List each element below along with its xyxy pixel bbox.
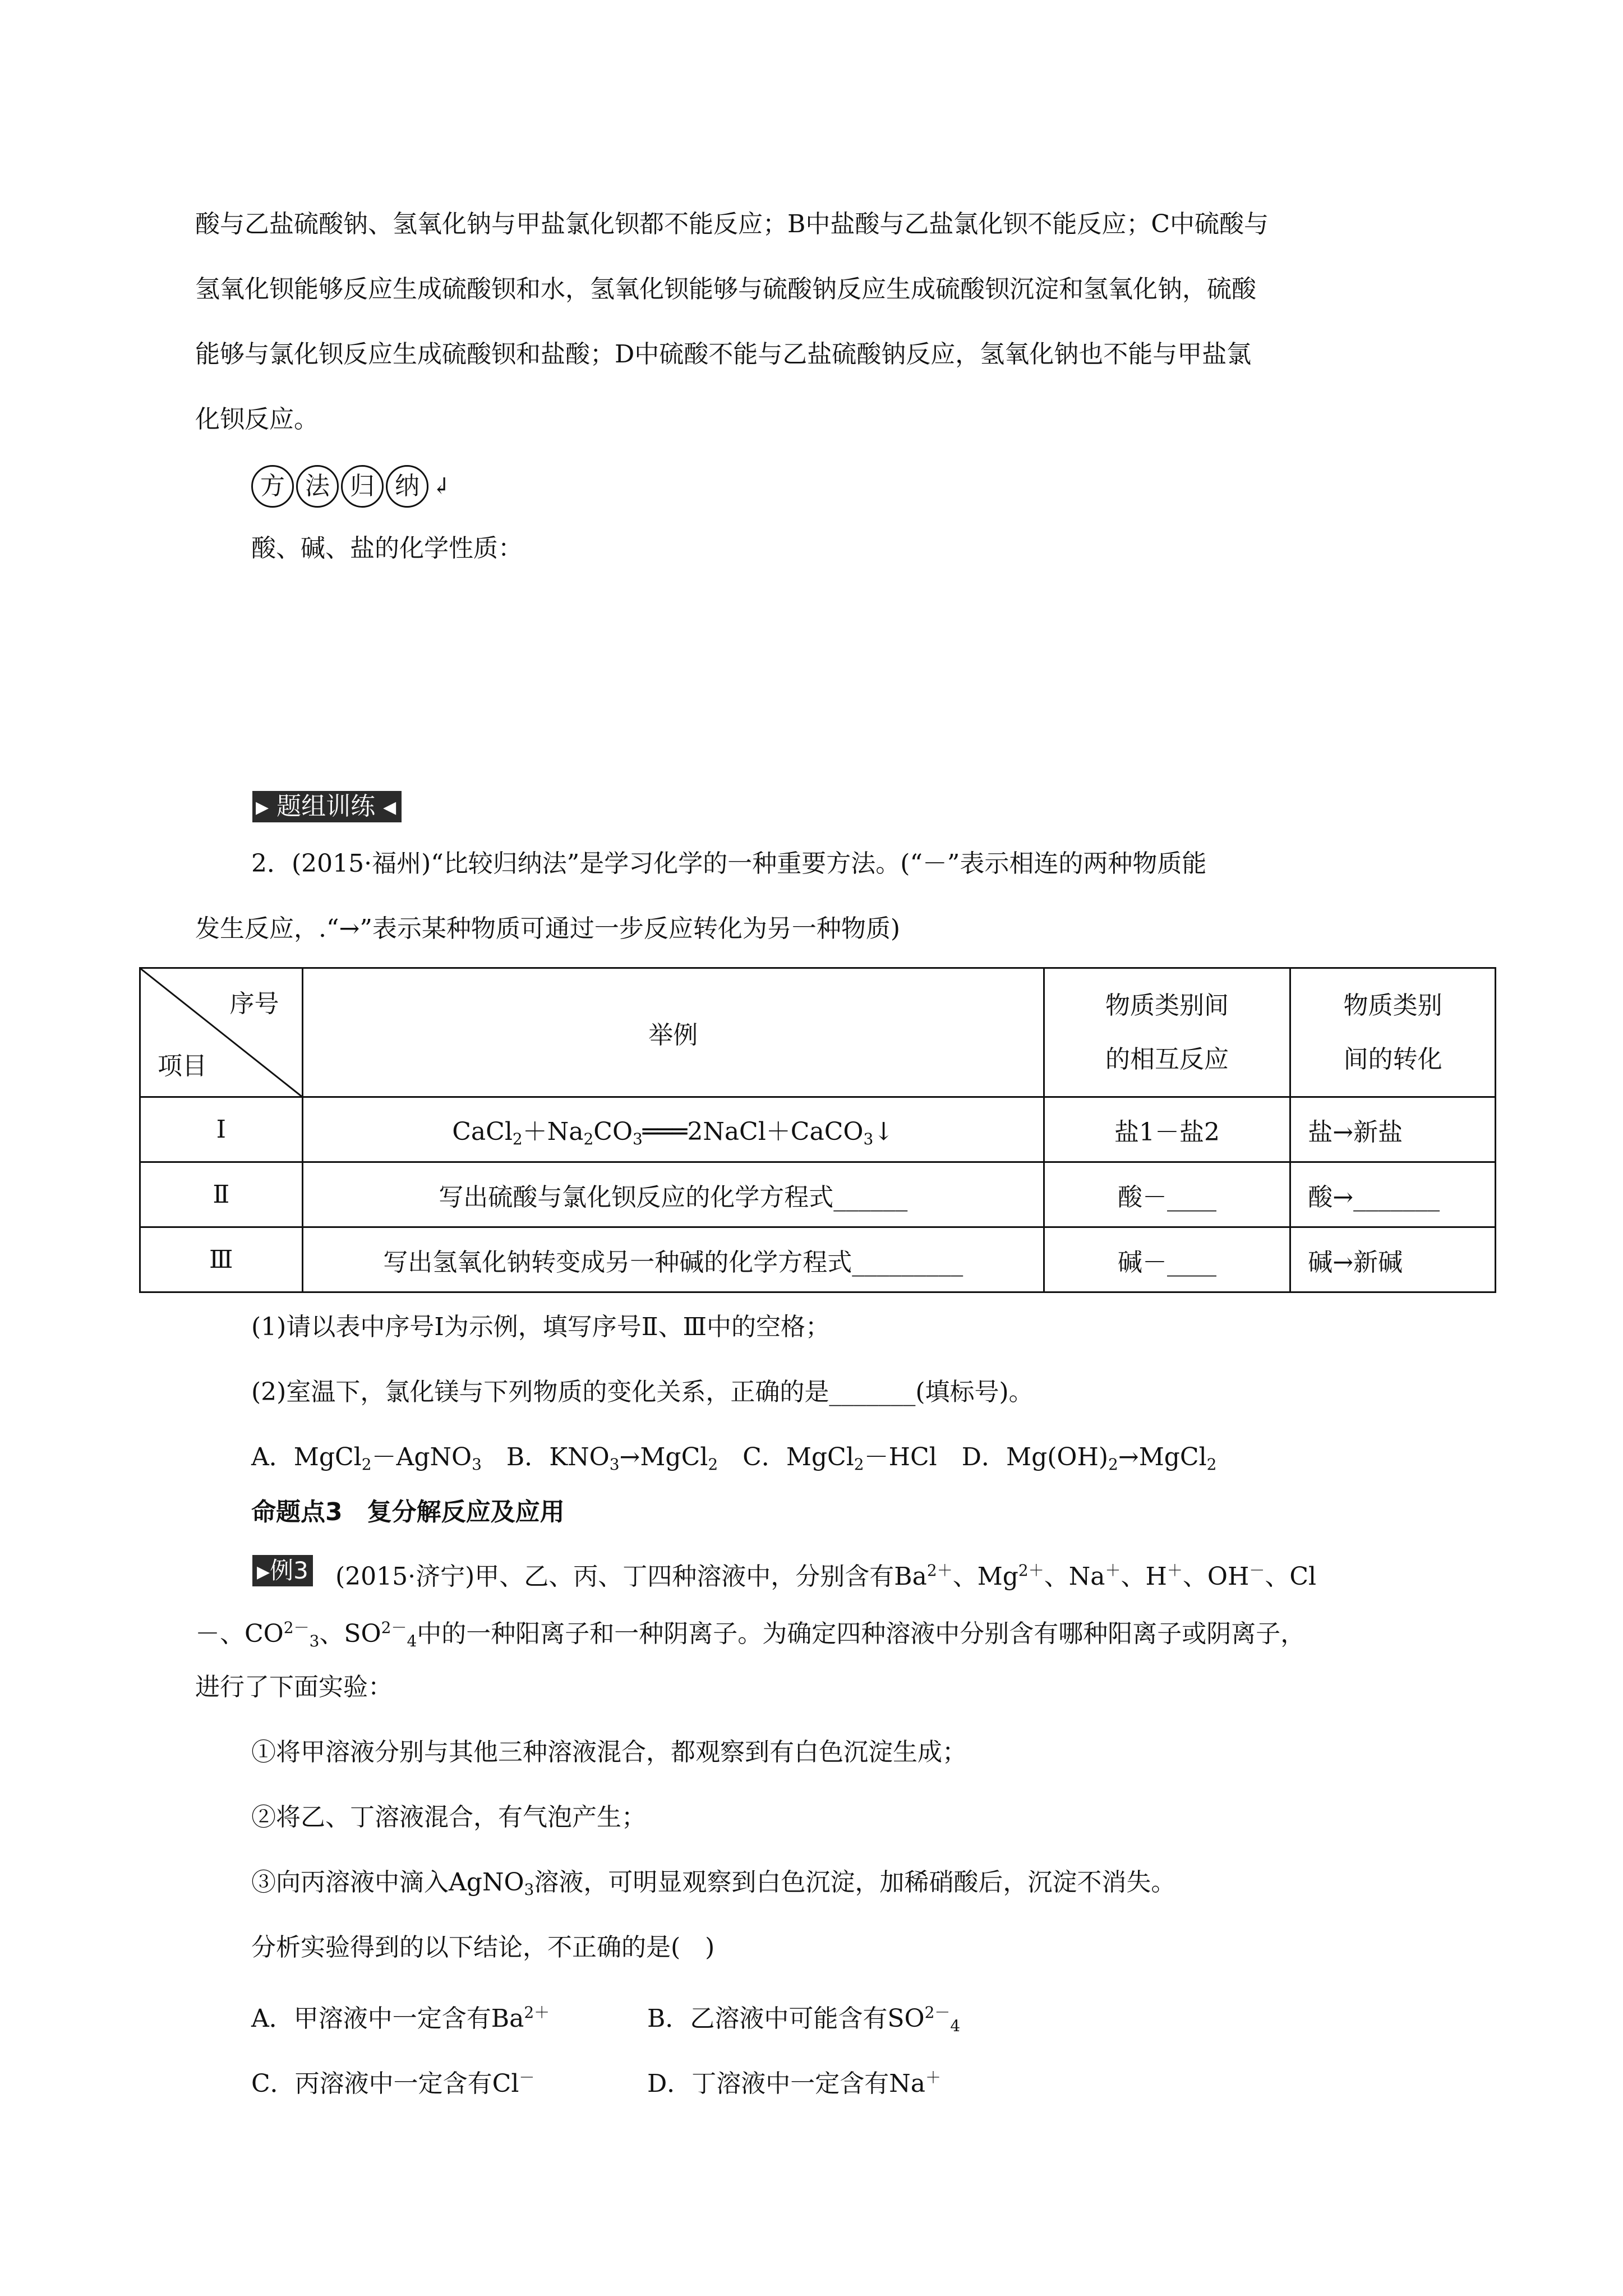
q2-line-1: 2．(2015·福州)“比较归纳法”是学习化学的一种重要方法。(“－”表示相连的两种物质能 [251, 849, 1207, 878]
example3-option-d: D．丁溶液中一定含有Na＋ [647, 2068, 942, 2098]
example3-option-b: B．乙溶液中可能含有$SO^{2-}_4$ [647, 2003, 961, 2035]
row-conversion: 盐→新盐 [1290, 1097, 1496, 1162]
q2-line-2: 发生反应，.“→”表示某种物质可通过一步反应转化为另一种物质) [195, 914, 901, 943]
example3-exp-1: ①将甲溶液分别与其他三种溶液混合，都观察到有白色沉淀生成； [251, 1738, 967, 1766]
play-left-icon: ◀ [383, 798, 396, 817]
example3-line-2: －、$CO^{2-}_3$、$SO^{2-}_4$中的一种阳离子和一种阴离子。为确定四种溶液中分别含有哪种阳离子或阴离子， [195, 1618, 1306, 1650]
example3-question: 分析实验得到的以下结论，不正确的是( ) [251, 1933, 715, 1962]
header-conversion-line-1: 物质类别 [1343, 991, 1442, 1020]
row-number: Ⅱ [140, 1162, 303, 1227]
diagonal-header-cell [140, 968, 303, 1097]
example3-exp-2: ②将乙、丁溶液混合，有气泡产生； [251, 1803, 646, 1832]
row-reaction: 酸－____ [1044, 1162, 1290, 1227]
section-3-title: 命题点3 复分解反应及应用 [251, 1498, 565, 1526]
row-number: Ⅰ [140, 1097, 303, 1162]
play-right-icon: ▶ [257, 1562, 270, 1582]
example3-line-3: 进行了下面实验： [195, 1673, 393, 1701]
header-reaction [1044, 968, 1290, 1097]
table-header-row [140, 968, 1496, 1097]
intro-line-2: 氢氧化钡能够反应生成硫酸钡和水，氢氧化钡能够与硫酸钠反应生成硫酸钡沉淀和氢氧化钠，硫酸 [195, 275, 1256, 303]
table-row [140, 1097, 1496, 1162]
header-reaction-line-2: 的相互反应 [1105, 1045, 1229, 1074]
practice-banner [252, 791, 402, 822]
comparison-table [139, 967, 1496, 1293]
play-right-icon: ▶ [256, 798, 269, 817]
method-char-1: 方 [251, 465, 294, 508]
header-conversion-line-2: 间的转化 [1343, 1045, 1442, 1074]
method-heading [251, 463, 451, 508]
example3-option-a: A．甲溶液中一定含有$Ba^{2+}$ [251, 2003, 550, 2033]
method-subtitle: 酸、碱、盐的化学性质： [251, 534, 523, 563]
method-char-3: 归 [341, 465, 384, 508]
practice-banner-label: 题组训练 [276, 792, 376, 821]
header-seq: 序号 [229, 990, 279, 1018]
row-example: 写出硫酸与氯化钡反应的化学方程式______ [302, 1162, 1044, 1227]
row-conversion: 酸→_______ [1290, 1162, 1496, 1227]
subq-2: (2)室温下，氯化镁与下列物质的变化关系，正确的是_______(填标号)。 [251, 1378, 1034, 1406]
intro-line-3: 能够与氯化钡反应生成硫酸钡和盐酸；D中硫酸不能与乙盐硫酸钠反应，氢氧化钠也不能与甲盐氯 [195, 340, 1252, 369]
example3-line-1: (2015·济宁)甲、乙、丙、丁四种溶液中，分别含有$Ba^{2+}$、$Mg^{2+}$、Na＋、H＋、OH－、Cl [335, 1561, 1317, 1591]
example-badge [252, 1555, 313, 1586]
header-item: 项目 [158, 1052, 207, 1080]
header-reaction-line-1: 物质类别间 [1105, 991, 1229, 1020]
method-char-2: 法 [296, 465, 339, 508]
header-example: 举例 [302, 968, 1044, 1097]
row-conversion: 碱→新碱 [1290, 1227, 1496, 1292]
row-number: Ⅲ [140, 1227, 303, 1292]
example3-exp-3: ③向丙溶液中滴入AgNO$_3$溶液，可明显观察到白色沉淀，加稀硝酸后，沉淀不消失。 [251, 1868, 1176, 1899]
row-example: 写出氢氧化钠转变成另一种碱的化学方程式_________ [302, 1227, 1044, 1292]
table-row [140, 1227, 1496, 1292]
row-reaction: 盐1－盐2 [1044, 1097, 1290, 1162]
intro-line-1: 酸与乙盐硫酸钠、氢氧化钠与甲盐氯化钡都不能反应；B中盐酸与乙盐氯化钡不能反应；C中硫酸与 [195, 210, 1269, 238]
table-row [140, 1162, 1496, 1227]
row-reaction: 碱－____ [1044, 1227, 1290, 1292]
subq-options: A．MgCl$_2$－AgNO$_3$ B．$KNO_3\to MgCl_2$ C．MgCl$_2$－HCl D．$Mg(OH)_2\to MgCl_2$ [251, 1443, 1217, 1474]
subq-1: (1)请以表中序号Ⅰ为示例，填写序号Ⅱ、Ⅲ中的空格； [251, 1313, 831, 1341]
header-conversion [1290, 968, 1496, 1097]
example-badge-label: 例3 [270, 1557, 308, 1584]
row-example: $CaCl_2+Na_2CO_3═══2NaCl+CaCO_3↓$ [302, 1097, 1044, 1162]
method-char-4: 纳 [386, 465, 428, 508]
down-arrow-icon: ↲ [432, 473, 451, 499]
intro-line-4: 化钡反应。 [195, 405, 319, 434]
example3-option-c: C．丙溶液中一定含有Cl－ [251, 2068, 535, 2098]
